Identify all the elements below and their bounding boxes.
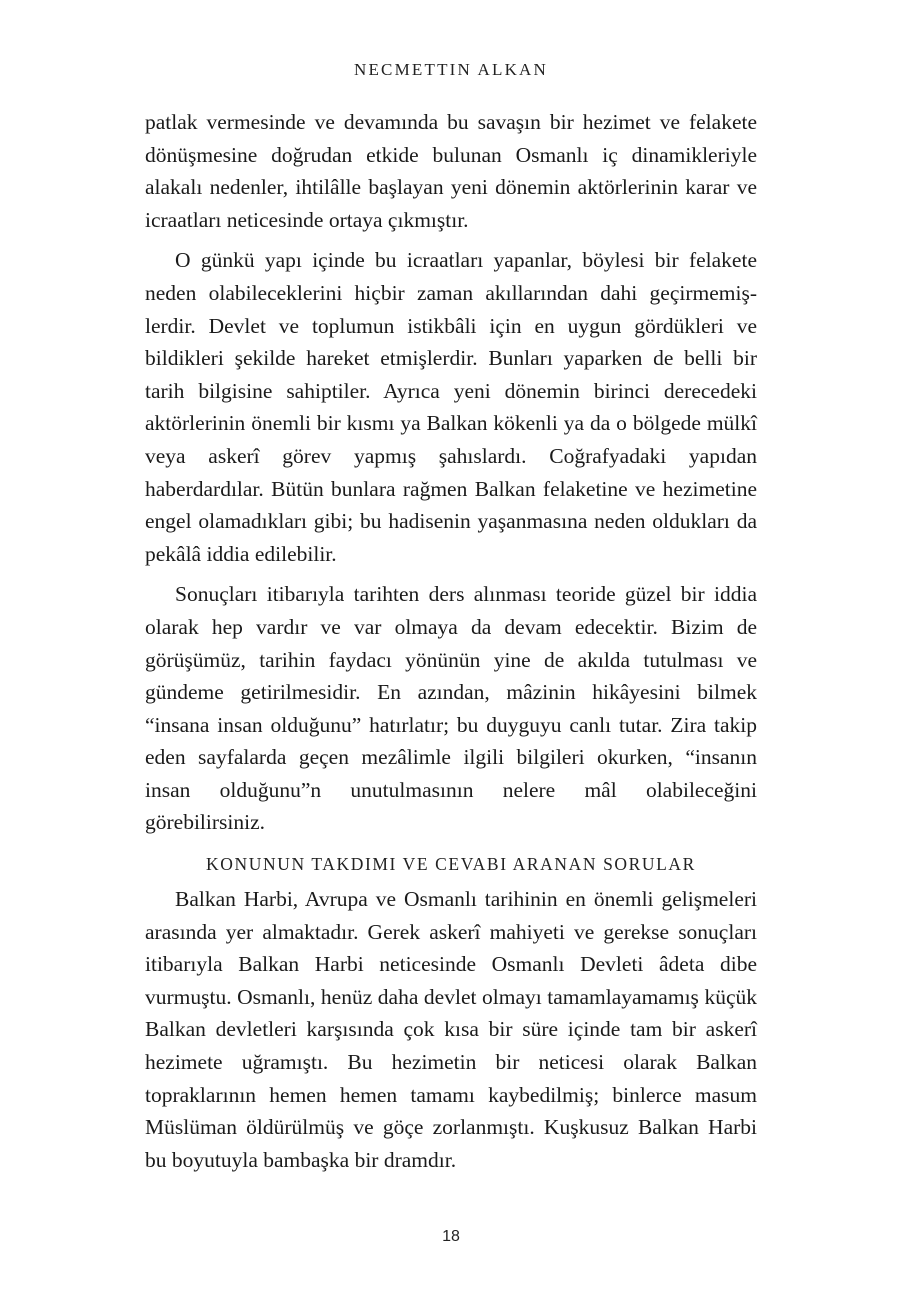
paragraph: Sonuçları itibarıyla tarihten ders alınması teoride güzel bir iddia olarak hep vardır ve var olmaya da devam edecektir. Bizim de görüşümüz, tarihin faydacı yönünün yine de akılda tutulması ve gündeme getirilmesidir. En azından, mâzinin hikâyesini bilmek “insana insan olduğunu” hatırlatır; bu duyguyu canlı tutar. Zira takip eden sayfalarda geçen mezâlimle ilgili bilgileri okurken, “insanın insan olduğunu”n unutulmasının nelere mâl olabileceğini görebilirsiniz. [145,582,757,835]
body-text [145,106,757,1184]
section-paragraph: Balkan Harbi, Avrupa ve Osmanlı tarihinin en önemli gelişmeleri arasında yer almaktadır. Gerek askerî mahiyeti ve gerekse sonuçları itibarıyla Balkan Harbi neticesinde Osmanlı Devleti âdeta dibe vurmuştu. Osmanlı, henüz daha devlet olmayı tamamlayamamış küçük Balkan devletleri karşısında çok kısa bir süre içinde tam bir askerî hezimete uğramıştı. Bu hezimetin bir neticesi olarak Balkan topraklarının hemen hemen tamamı kaybedilmiş; binlerce masum Müslüman öldürülmüş ve göçe zorlanmıştı. Kuşkusuz Balkan Harbi bu boyutuyla bambaşka bir dramdır. [145,887,757,1172]
section-heading: KONUNUN TAKDIMI VE CEVABI ARANAN SORULAR [206,854,696,875]
page-number: 18 [442,1228,460,1245]
paragraph: O günkü yapı içinde bu icraatları yapanlar, böylesi bir felakete neden olabileceklerini hiçbir zaman akıllarından dahi geçirmemişlerdir. Devlet ve toplumun istikbâli için en uygun gördükleri ve bildikleri şekilde hareket etmişlerdir. Bunları yaparken de belli bir tarih bilgisine sahiptiler. Ayrıca yeni dönemin birinci derecedeki aktörlerinin önemli bir kısmı ya Balkan kökenli ya da o bölgede mülkî veya askerî görev yapmış şahıslardı. Coğrafyadaki yapıdan haberdardılar. Bütün bunlara rağmen Balkan felaketine ve hezimetine engel olamadıkları gibi; bu hadisenin yaşanmasına neden oldukları da pekâlâ iddia edilebilir. [145,248,757,566]
paragraph-continuation: patlak vermesinde ve devamında bu savaşın bir hezimet ve felakete dönüşmesine doğrudan etkide bulunan Osmanlı iç dinamikleriyle alakalı nedenler, ihtilâlle başlayan yeni dönemin aktörlerinin karar ve icraatları neticesinde ortaya çıkmıştır. [145,110,757,232]
running-head-author: NECMETTIN ALKAN [353,60,548,79]
